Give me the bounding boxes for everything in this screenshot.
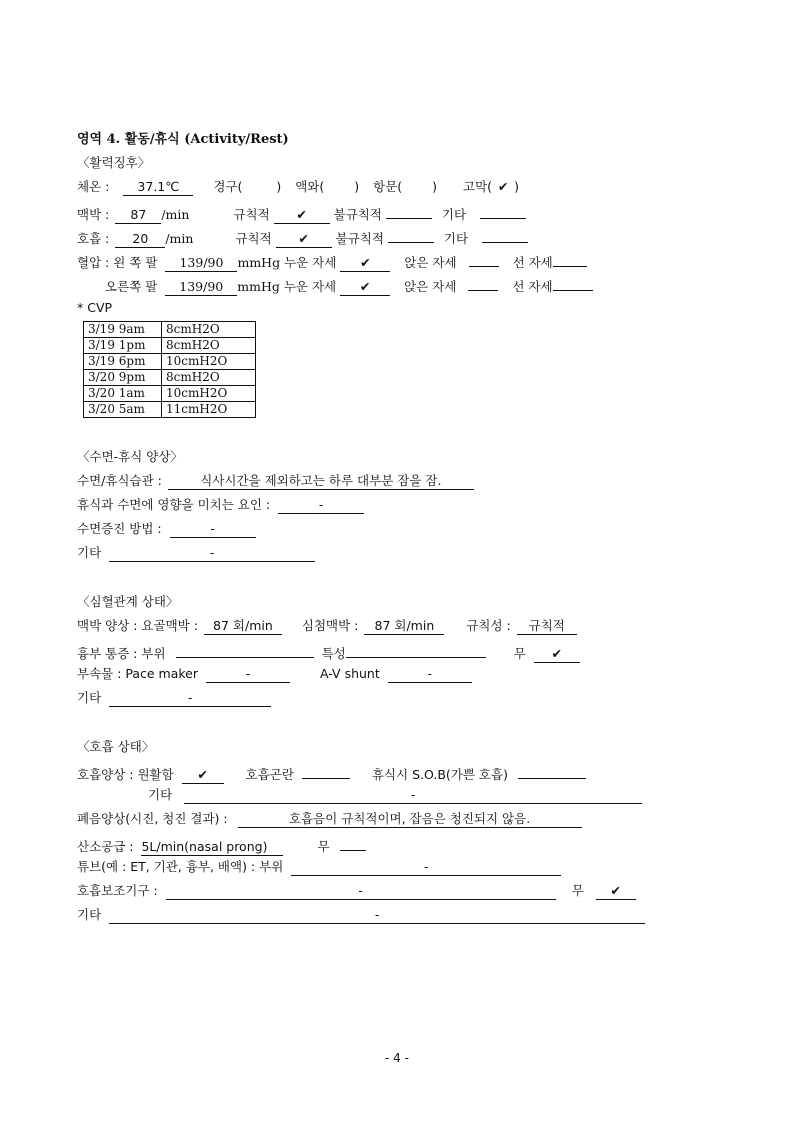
oxygen-none-value (340, 833, 366, 851)
sleep-promote-value: - (170, 520, 256, 538)
tympanic-check: ✔ (497, 179, 509, 194)
sleep-other-label: 기타 (77, 545, 102, 560)
bp-left-value: 139/90 (165, 254, 237, 272)
sob-label: 휴식시 S.O.B(가쁜 호흡) (371, 767, 508, 782)
bp-right-supine-check: ✔ (340, 278, 390, 296)
temp-label: 체온 : (77, 179, 110, 194)
tube-label: 튜브(예 : ET, 기관, 흉부, 배액) : 부위 (77, 859, 284, 874)
bp-right-row (105, 273, 593, 293)
table-row (84, 386, 256, 402)
cardio-other-row (77, 688, 271, 708)
resp-other-label: 기타 (443, 231, 469, 246)
rectal-label: 항문( (373, 179, 403, 194)
pulse-other-value (480, 201, 526, 219)
resp-final-other-value: - (109, 906, 645, 924)
cvp-time: 3/20 9pm (84, 370, 162, 386)
cardio-heading: 〈심혈관계 상태〉 (77, 594, 179, 609)
oxygen-value: 5L/min(nasal prong) (141, 838, 283, 856)
cardio-other-label: 기타 (77, 690, 102, 705)
oxygen-row (77, 833, 366, 853)
bp-left-label: 혈압 : 왼 쪽 팔 (77, 255, 158, 270)
resp-pattern-row (77, 761, 586, 781)
pulse-value: 87 (115, 206, 161, 224)
cvp-value: 10cmH2O (162, 354, 256, 370)
table-row (84, 322, 256, 338)
bp-right-sitting-label: 앉은 자세 (404, 279, 457, 294)
apical-pulse-value: 87 회/min (364, 617, 444, 635)
bp-right-label: 오른쪽 팔 (105, 279, 158, 294)
sleep-factors-value: - (278, 496, 364, 514)
bp-right-supine-label: 누운 자세 (283, 279, 337, 294)
resp-aid-value: - (166, 882, 556, 900)
cvp-time: 3/19 1pm (84, 338, 162, 354)
rhythm-value: 규칙적 (517, 617, 577, 635)
sleep-other-value: - (109, 544, 315, 562)
pulse-regular-label: 규칙적 (233, 207, 270, 222)
chest-pain-site-value (176, 640, 314, 658)
radial-pulse-value: 87 회/min (204, 617, 282, 635)
chest-pain-label: 흉부 통증 : 부위 (77, 646, 166, 661)
bp-left-unit: mmHg (237, 255, 281, 270)
lung-sound-value: 호흡음이 규칙적이며, 잡음은 청진되지 않음. (238, 810, 582, 828)
cvp-value: 8cmH2O (162, 322, 256, 338)
dyspnea-label: 호흡곤란 (245, 767, 294, 782)
resp-other-label: 기타 (148, 787, 173, 802)
chest-pain-character-value (346, 640, 486, 658)
pulse-row (77, 201, 526, 221)
cvp-value: 8cmH2O (162, 338, 256, 354)
vitals-heading: 〈활력징후〉 (77, 155, 151, 170)
resp-label: 호흡 : (77, 231, 110, 246)
sleep-promote-label: 수면증진 방법 : (77, 521, 162, 536)
chest-pain-none-label: 무 (513, 646, 526, 661)
cvp-value: 11cmH2O (162, 402, 256, 418)
dyspnea-value (302, 761, 350, 779)
table-row (84, 354, 256, 370)
cardio-other-value: - (109, 689, 271, 707)
resp-unit: /min (165, 231, 194, 246)
pulse-irregular-value (386, 201, 432, 219)
resp-status-heading: 〈호흡 상태〉 (77, 739, 155, 754)
pacemaker-value: - (206, 665, 290, 683)
chest-pain-row (77, 640, 580, 660)
pulse-unit: /min (161, 207, 190, 222)
section-title: 영역 4. 활동/휴식 (Activity/Rest) (77, 132, 289, 147)
pulse-regular-check: ✔ (274, 206, 330, 224)
resp-irregular-value (388, 225, 434, 243)
tube-row (77, 857, 561, 877)
page-number: - 4 - (385, 1051, 409, 1065)
bp-right-sitting-value (468, 273, 498, 291)
bp-right-standing-value (553, 273, 593, 291)
oxygen-none-label: 무 (317, 839, 330, 854)
sleep-heading: 〈수면-휴식 양상〉 (77, 449, 183, 464)
table-row (84, 370, 256, 386)
cvp-value: 10cmH2O (162, 386, 256, 402)
temperature-row (77, 177, 519, 197)
cvp-value: 8cmH2O (162, 370, 256, 386)
bp-left-standing-value (553, 249, 587, 267)
resp-regular-check: ✔ (276, 230, 332, 248)
resp-smooth-check: ✔ (182, 766, 224, 784)
cvp-time: 3/20 1am (84, 386, 162, 402)
bp-left-supine-label: 누운 자세 (284, 255, 337, 270)
rectal-close: ) (432, 179, 438, 194)
resp-aid-row (77, 881, 636, 901)
resp-final-other-row (77, 905, 645, 925)
devices-row (77, 664, 472, 684)
lung-sound-label: 폐음양상(시진, 청진 결과) : (77, 811, 228, 826)
av-shunt-value: - (388, 665, 472, 683)
table-row (84, 338, 256, 354)
temp-value: 37.1℃ (123, 178, 193, 196)
bp-right-standing-label: 선 자세 (512, 279, 553, 294)
resp-final-other-label: 기타 (77, 907, 102, 922)
rhythm-label: 규칙성 : (466, 618, 511, 633)
apical-pulse-label: 심첨맥박 : (301, 618, 359, 633)
tympanic-close: ) (514, 179, 519, 194)
bp-right-unit: mmHg (237, 279, 280, 294)
bp-left-sitting-value (469, 249, 499, 267)
devices-label: 부속물 : Pace maker (77, 666, 199, 681)
sleep-habit-label: 수면/휴식습관 : (77, 473, 162, 488)
chest-pain-none-check: ✔ (534, 645, 580, 663)
pulse-irregular-label: 불규칙적 (333, 207, 382, 222)
resp-value: 20 (115, 230, 165, 248)
resp-other-value (482, 225, 528, 243)
resp-irregular-label: 불규칙적 (335, 231, 384, 246)
resp-other-row (148, 785, 642, 805)
cvp-time: 3/19 6pm (84, 354, 162, 370)
oral-label: 경구( (213, 179, 243, 194)
pulse-other-label: 기타 (441, 207, 467, 222)
sleep-factors-label: 휴식과 수면에 영향을 미치는 요인 : (77, 497, 271, 512)
oral-close: ) (276, 179, 282, 194)
cvp-table (83, 321, 256, 418)
resp-other-value: - (184, 786, 642, 804)
bp-left-supine-check: ✔ (340, 254, 390, 272)
lung-sound-row (77, 809, 582, 829)
tube-value: - (291, 858, 561, 876)
resp-pattern-label: 호흡양상 : 원활함 (77, 767, 174, 782)
resp-regular-label: 규칙적 (235, 231, 272, 246)
pulse-label: 맥박 : (77, 207, 110, 222)
table-row (84, 402, 256, 418)
cvp-label: * CVP (77, 300, 113, 315)
axillary-label: 액와( (295, 179, 325, 194)
sleep-promote-row (77, 519, 256, 539)
cardio-pulse-row (77, 616, 577, 636)
sleep-habit-row (77, 471, 474, 491)
cardio-pulse-label: 맥박 양상 : 요골맥박 : (77, 618, 198, 633)
chest-pain-character-label: 특성 (321, 646, 346, 661)
tympanic-label: 고막( (463, 179, 493, 194)
axillary-close: ) (354, 179, 360, 194)
sleep-factors-row (77, 495, 364, 515)
bp-left-standing-label: 선 자세 (512, 255, 553, 270)
sleep-other-row (77, 543, 315, 563)
resp-aid-none-label: 무 (571, 883, 584, 898)
oxygen-label: 산소공급 : (77, 839, 134, 854)
resp-aid-label: 호흡보조기구 : (77, 883, 158, 898)
bp-left-row (77, 249, 587, 269)
sleep-habit-value: 식사시간을 제외하고는 하루 대부분 잠을 잠. (168, 472, 474, 490)
bp-left-sitting-label: 앉은 자세 (404, 255, 457, 270)
respiration-row (77, 225, 528, 245)
sob-value (518, 761, 586, 779)
bp-right-value: 139/90 (165, 278, 237, 296)
cvp-time: 3/19 9am (84, 322, 162, 338)
av-shunt-label: A-V shunt (319, 666, 380, 681)
resp-aid-none-check: ✔ (596, 882, 636, 900)
cvp-time: 3/20 5am (84, 402, 162, 418)
